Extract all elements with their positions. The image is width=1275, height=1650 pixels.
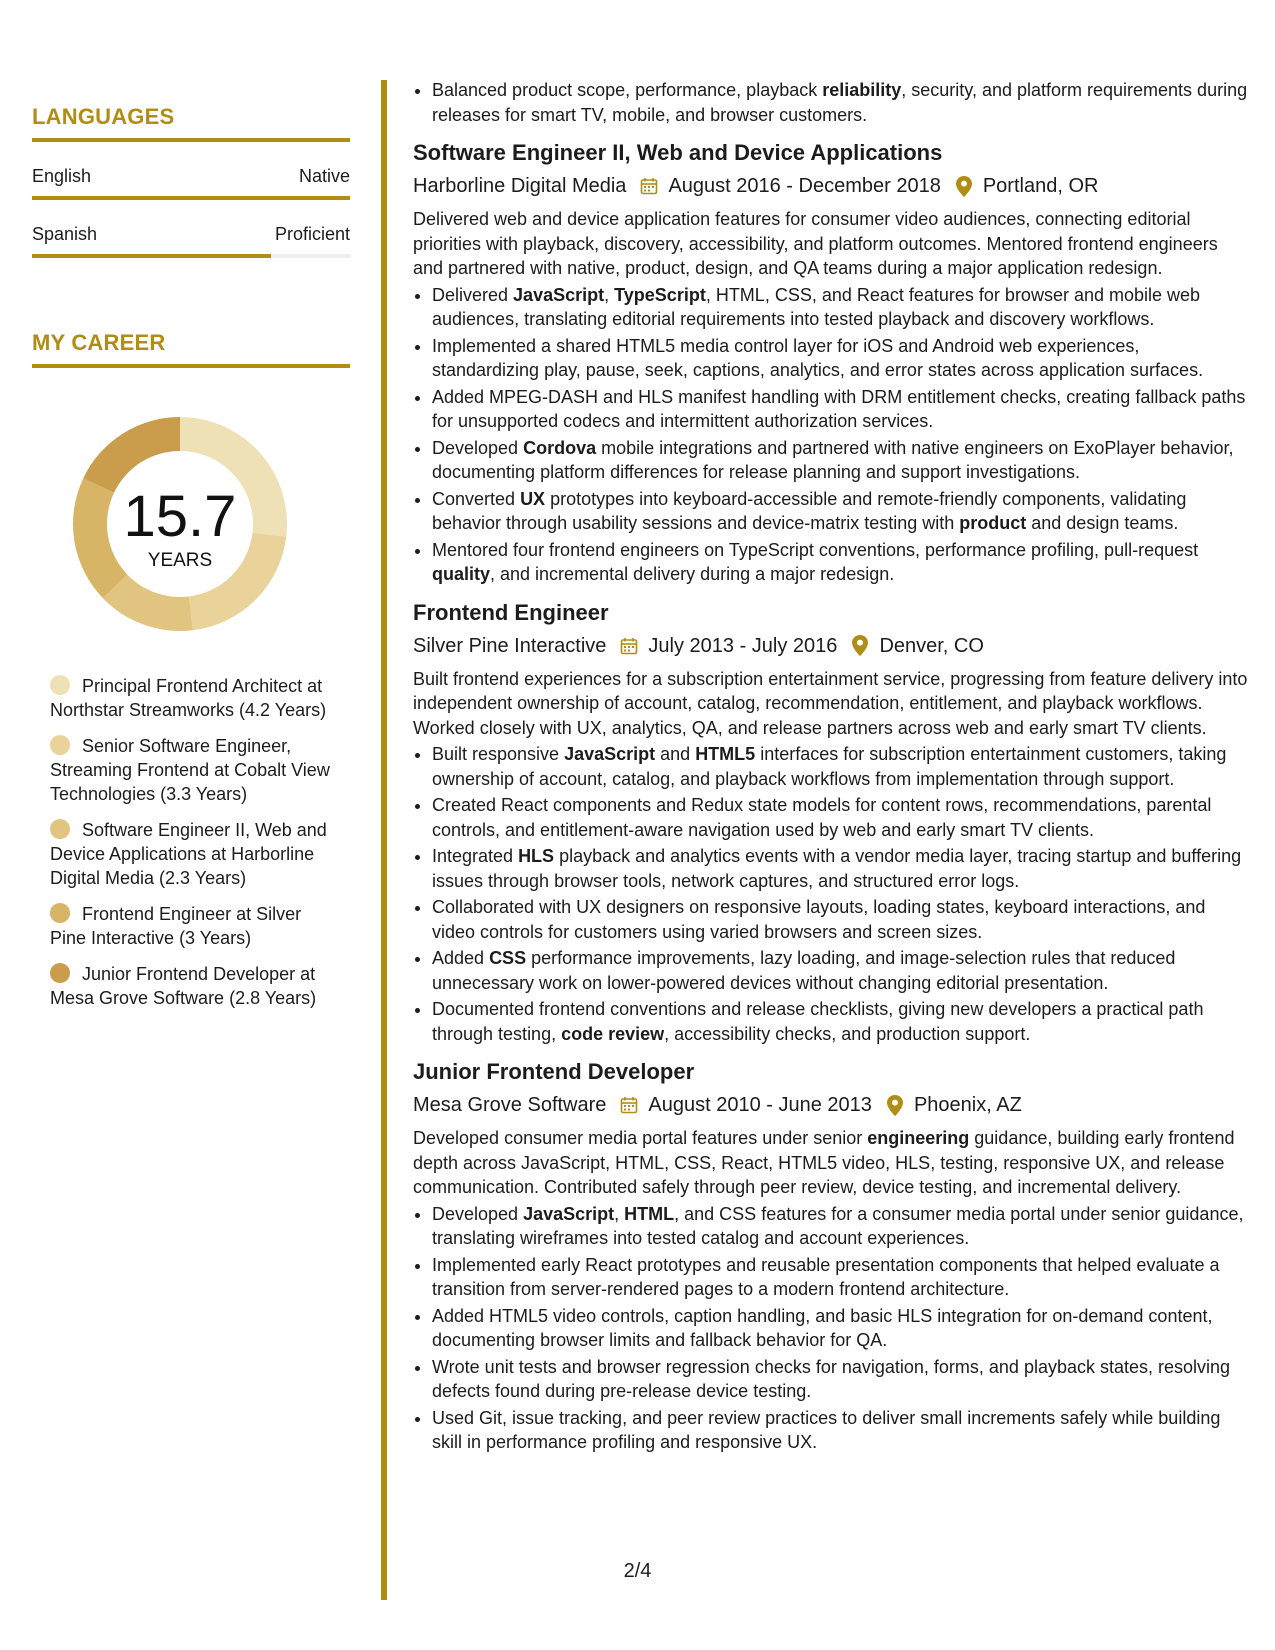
text-run: , and incremental delivery during a major redesign.	[490, 564, 895, 584]
job-meta	[413, 1092, 1251, 1118]
language-row	[32, 224, 350, 245]
text-run: Developed	[432, 1203, 524, 1224]
career-legend	[50, 674, 330, 1010]
bullet-item	[432, 895, 1251, 944]
bold-keyword: code review	[561, 1023, 665, 1044]
career-total-years: 15.7	[123, 484, 237, 549]
bullet-item	[432, 946, 1251, 995]
bold-keyword: product	[959, 513, 1027, 533]
bullet-item	[432, 742, 1251, 791]
bullet-item	[432, 1406, 1251, 1455]
text-run: Used Git, issue tracking, and peer review practices to deliver small increments safely while building skill in performance profiling and responsive UX.	[432, 1407, 1221, 1452]
text-run: Developed consumer media portal features under senior	[413, 1128, 868, 1148]
company-name: Silver Pine Interactive	[413, 634, 607, 657]
language-name: Spanish	[32, 224, 98, 244]
text-run: Integrated	[432, 846, 519, 866]
text-run: playback and analytics events with a vendor media layer, tracing startup and buffering issues through browser tools, network captures, and structured error logs.	[432, 846, 1242, 891]
bullet-item	[432, 538, 1251, 587]
job-meta	[413, 173, 1251, 199]
languages-heading: LANGUAGES	[32, 104, 175, 129]
language-level-bar	[32, 254, 350, 258]
bold-keyword: HLS	[518, 846, 555, 866]
text-run: , HTML, CSS, and React features for browser and mobile web audiences, translating editorial requirements into tested playback and discovery workflows.	[432, 284, 1201, 329]
career-donut-chart	[66, 410, 294, 638]
bold-keyword: CSS	[489, 948, 527, 968]
career-legend-item	[50, 902, 330, 950]
job-summary	[413, 1126, 1251, 1200]
career-legend-label: Senior Software Engineer, Streaming Frontend at Cobalt View Technologies (3.3 Years)	[50, 736, 330, 804]
calendar-icon	[638, 175, 660, 197]
text-run: guidance, building early frontend depth across JavaScript, HTML, CSS, React, HTML5 video, HLS, testing, responsive UX, and release communication. Contributed safely through peer review, device testing, and incremental delivery.	[413, 1128, 1235, 1197]
text-run: , security, and platform requirements during releases for smart TV, mobile, and browser customers.	[432, 80, 1248, 125]
bullet-item	[432, 283, 1251, 332]
text-run: Delivered	[432, 284, 514, 305]
job-summary: Built frontend experiences for a subscription entertainment service, progressing from feature delivery into independent ownership of account, catalog, recommendation, entitlement, and playback workflows. Worked closely with UX, analytics, QA, and release partners across web and early smart TV clients.	[413, 668, 1248, 738]
career-heading: MY CAREER	[32, 330, 166, 355]
job-location: Portland, OR	[982, 175, 1099, 197]
job-title: Frontend Engineer	[413, 599, 609, 625]
job-bullets	[413, 283, 1251, 587]
legend-color-dot	[50, 675, 70, 695]
bullet-item	[432, 436, 1251, 485]
page-number: 2/4	[623, 1560, 652, 1582]
text-run: mobile integrations and partnered with native engineers on ExoPlayer behavior, documenting platform differences for release planning and support investigations.	[432, 437, 1234, 482]
bullet-item	[432, 334, 1251, 383]
career-legend-item	[50, 674, 330, 722]
text-run: Implemented a shared HTML5 media control layer for iOS and Android web experiences, standardizing play, pause, seek, captions, analytics, and error states across application surfaces.	[432, 335, 1204, 380]
job-title: Junior Frontend Developer	[413, 1059, 695, 1084]
job-entry	[413, 1058, 1251, 1455]
text-run: Documented frontend conventions and release checklists, giving new developers a practical path through testing,	[432, 999, 1204, 1044]
bold-keyword: HTML5	[695, 744, 756, 764]
jobs-list	[413, 139, 1251, 1455]
job-entry	[413, 599, 1251, 1047]
location-pin-icon	[849, 635, 871, 657]
previous-job-bullets	[413, 78, 1251, 127]
career-total-unit: YEARS	[147, 550, 213, 571]
text-run: Developed	[432, 437, 524, 458]
text-run: prototypes into keyboard-accessible and remote-friendly components, validating behavior through usability sessions and device-matrix testing with	[432, 488, 1187, 533]
language-level-bar	[32, 196, 350, 200]
text-run: Added HTML5 video controls, caption handling, and basic HLS integration for on-demand content, documenting browser limits and fallback behavior for QA.	[432, 1305, 1213, 1350]
legend-color-dot	[50, 903, 70, 923]
bullet-item	[432, 844, 1251, 893]
job-summary: Delivered web and device application features for consumer video audiences, connecting editorial priorities with playback, discovery, accessibility, and platform outcomes. Mentored frontend engineers and partnered with native, product, design, and QA teams during a major application redesign.	[413, 209, 1218, 278]
bold-keyword: HTML	[624, 1203, 675, 1224]
bold-keyword: UX	[520, 488, 546, 509]
text-run: ,	[604, 284, 615, 305]
bold-keyword: engineering	[867, 1128, 970, 1148]
job-bullets	[413, 1202, 1251, 1455]
calendar-icon	[618, 1094, 640, 1116]
company-name: Mesa Grove Software	[413, 1094, 607, 1116]
text-run: Converted	[432, 488, 521, 509]
bold-keyword: TypeScript	[614, 284, 706, 305]
job-location: Phoenix, AZ	[913, 1094, 1022, 1116]
text-run: performance improvements, lazy loading, and image-selection rules that reduced unnecessary work on lower-powered devices without changing editorial presentation.	[432, 948, 1176, 993]
location-pin-icon	[884, 1094, 906, 1116]
text-run: ,	[614, 1203, 625, 1224]
language-level-fill	[32, 254, 271, 258]
company-name: Harborline Digital Media	[413, 175, 627, 197]
bullet-item	[432, 793, 1251, 842]
job-bullets	[413, 742, 1251, 1046]
experience-section	[413, 78, 1251, 1457]
bold-keyword: Cordova	[523, 437, 597, 458]
calendar-icon	[618, 635, 640, 657]
text-run: , accessibility checks, and production support.	[664, 1023, 1031, 1044]
bullet-item	[432, 1253, 1251, 1302]
career-legend-label: Principal Frontend Architect at Northstar Streamworks (4.2 Years)	[50, 676, 327, 720]
bold-keyword: reliability	[822, 80, 902, 100]
career-legend-label: Frontend Engineer at Silver Pine Interactive (3 Years)	[50, 904, 302, 948]
job-dates: August 2016 - December 2018	[668, 175, 941, 197]
job-meta	[413, 633, 1251, 659]
text-run: Added	[432, 948, 490, 968]
bullet-item	[432, 1304, 1251, 1353]
text-run: and design teams.	[1026, 513, 1179, 533]
language-level: Native	[298, 166, 350, 186]
text-run: Built responsive	[432, 744, 565, 764]
column-divider	[381, 80, 387, 1600]
language-level-fill	[32, 196, 350, 200]
text-run: Added MPEG-DASH and HLS manifest handling with DRM entitlement checks, creating fallback paths for unsupported codecs and intermittent authorization services.	[432, 386, 1246, 431]
language-level: Proficient	[274, 224, 350, 244]
job-entry	[413, 139, 1251, 587]
bullet-item	[432, 1202, 1251, 1251]
legend-color-dot	[50, 735, 70, 755]
bullet-item	[432, 78, 1251, 127]
career-legend-item	[50, 818, 330, 890]
job-dates: July 2013 - July 2016	[648, 634, 838, 657]
job-title: Software Engineer II, Web and Device Applications	[413, 140, 943, 165]
career-legend-item	[50, 962, 330, 1010]
text-run: Mentored four frontend engineers on TypeScript conventions, performance profiling, pull-request	[432, 539, 1199, 560]
career-legend-item	[50, 734, 330, 806]
text-run: and	[655, 744, 696, 764]
legend-color-dot	[50, 963, 70, 983]
bold-keyword: JavaScript	[523, 1203, 615, 1224]
bullet-item	[432, 385, 1251, 434]
bold-keyword: JavaScript	[564, 744, 656, 764]
text-run: interfaces for subscription entertainment customers, taking ownership of account, catalog, and playback workflows from implementation through support.	[432, 744, 1227, 789]
text-run: Implemented early React prototypes and reusable presentation components that helped evaluate a transition from server-rendered pages to a modern frontend architecture.	[432, 1254, 1220, 1299]
languages-list	[32, 166, 350, 258]
bold-keyword: quality	[432, 564, 491, 584]
text-run: , and CSS features for a consumer media portal under senior guidance, translating wireframes into tested catalog and account experiences.	[432, 1203, 1244, 1248]
text-run: Balanced product scope, performance, playback	[432, 80, 823, 100]
legend-color-dot	[50, 819, 70, 839]
text-run: Wrote unit tests and browser regression checks for navigation, forms, and playback states, resolving defects found during pre-release device testing.	[432, 1356, 1231, 1401]
career-legend-label: Junior Frontend Developer at Mesa Grove Software (2.8 Years)	[50, 964, 317, 1008]
career-heading-rule	[32, 364, 350, 368]
bullet-item	[432, 997, 1251, 1046]
job-location: Denver, CO	[879, 634, 984, 657]
bullet-item	[432, 487, 1251, 536]
sidebar	[32, 80, 350, 1022]
job-dates: August 2010 - June 2013	[648, 1094, 872, 1116]
location-pin-icon	[953, 175, 975, 197]
text-run: Created React components and Redux state models for content rows, recommendations, parental controls, and entitlement-aware navigation used by web and early smart TV clients.	[432, 795, 1212, 840]
languages-heading-rule	[32, 138, 350, 142]
career-legend-label: Software Engineer II, Web and Device Applications at Harborline Digital Media (2.3 Years)	[50, 820, 327, 888]
bold-keyword: JavaScript	[513, 284, 605, 305]
bullet-item	[432, 1355, 1251, 1404]
language-name: English	[32, 166, 92, 186]
donut-center	[66, 410, 294, 572]
text-run: Collaborated with UX designers on responsive layouts, loading states, keyboard interactions, and video controls for customers using varied browsers and screen sizes.	[432, 897, 1206, 942]
language-row	[32, 166, 350, 187]
